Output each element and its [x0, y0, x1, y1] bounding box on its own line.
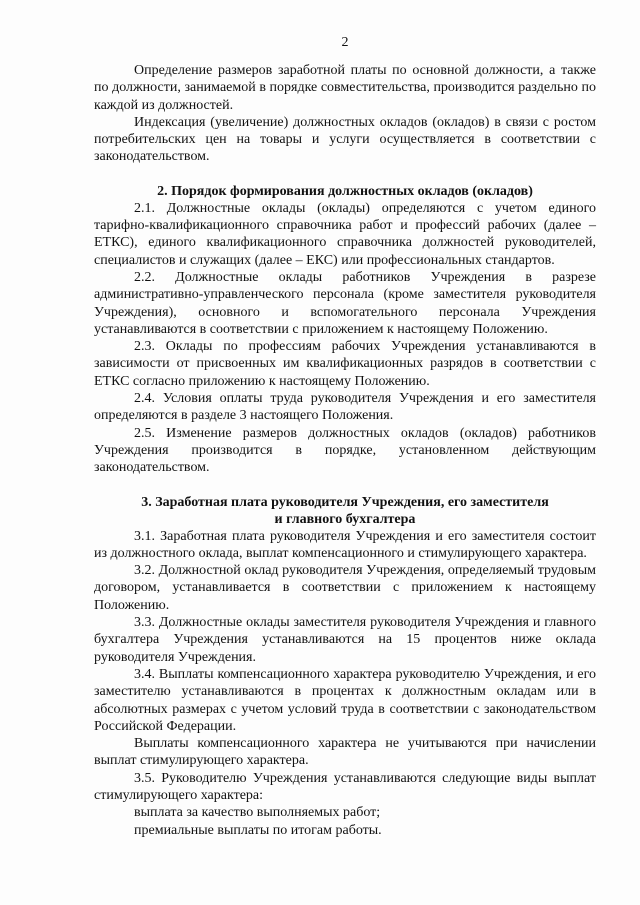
list-item: выплата за качество выполняемых работ;	[134, 805, 381, 821]
paragraph: 2.3. Оклады по профессиям рабочих Учреждения устанавливаются в зависимости от присвоенных им квалификационных разрядов в соответствии с ЕТКС согласно приложению к настоящему Положению.	[94, 339, 596, 389]
paragraph: 3.5. Руководителю Учреждения устанавливаются следующие виды выплат стимулирующего характера:	[94, 770, 596, 803]
paragraph: Выплаты компенсационного характера не учитываются при начислении выплат стимулирующего характера.	[94, 736, 596, 769]
paragraph: Определение размеров заработной платы по основной должности, а также по должности, занимаемой в порядке совместительства, производится раздельно по каждой из должностей.	[94, 63, 596, 113]
paragraph: 2.4. Условия оплаты труда руководителя Учреждения и его заместителя определяются в разделе 3 настоящего Положения.	[94, 391, 596, 424]
spacer	[94, 477, 596, 494]
section-3-heading-line-2: и главного бухгалтера	[274, 511, 416, 527]
paragraph: 2.1. Должностные оклады (оклады) определяются с учетом единого тарифно-квалификационного справочника работ и профессий рабочих (далее – ЕТКС), единого квалификационного справочника должностей руководителей, специалистов и служащих (далее – ЕКС) или профессиональных стандартов.	[94, 200, 596, 268]
paragraph: 2.2. Должностные оклады работников Учреждения в разрезе административно-управленческого персонала (кроме заместителя руководителя Учреждения), основного и вспомогательного персонала Учреждения устанавливаются в соответствии с приложением к настоящему Положению.	[94, 269, 596, 337]
paragraph: 3.1. Заработная плата руководителя Учреждения и его заместителя состоит из должностного оклада, выплат компенсационного и стимулирующего характера.	[94, 528, 596, 561]
paragraph: 2.5. Изменение размеров должностных окладов (окладов) работников Учреждения производится в порядке, установленном действующим законодательством.	[94, 425, 596, 476]
page-number: 2	[341, 35, 349, 50]
list-item: премиальные выплаты по итогам работы.	[134, 822, 382, 838]
section-2-heading: 2. Порядок формирования должностных окладов (окладов)	[157, 183, 533, 199]
spacer	[94, 166, 596, 183]
paragraph: 3.3. Должностные оклады заместителя руководителя Учреждения и главного бухгалтера Учреждения устанавливаются на 15 процентов ниже оклада руководителя Учреждения.	[94, 615, 596, 665]
paragraph: Индексация (увеличение) должностных окладов (окладов) в связи с ростом потребительских цен на товары и услуги осуществляется в соответствии с законодательством.	[94, 114, 596, 165]
section-3-heading-line-1: 3. Заработная плата руководителя Учреждения, его заместителя	[141, 494, 549, 510]
document-body	[94, 62, 596, 839]
paragraph: 3.2. Должностной оклад руководителя Учреждения, определяемый трудовым договором, устанавливается в соответствии с приложением к настоящему Положению.	[94, 563, 596, 613]
paragraph: 3.4. Выплаты компенсационного характера руководителю Учреждения, и его заместителю устанавливаются в процентах к должностным окладам или в абсолютных размерах с учетом условий труда в соответствии с законодательством Российской Федерации.	[94, 666, 596, 734]
